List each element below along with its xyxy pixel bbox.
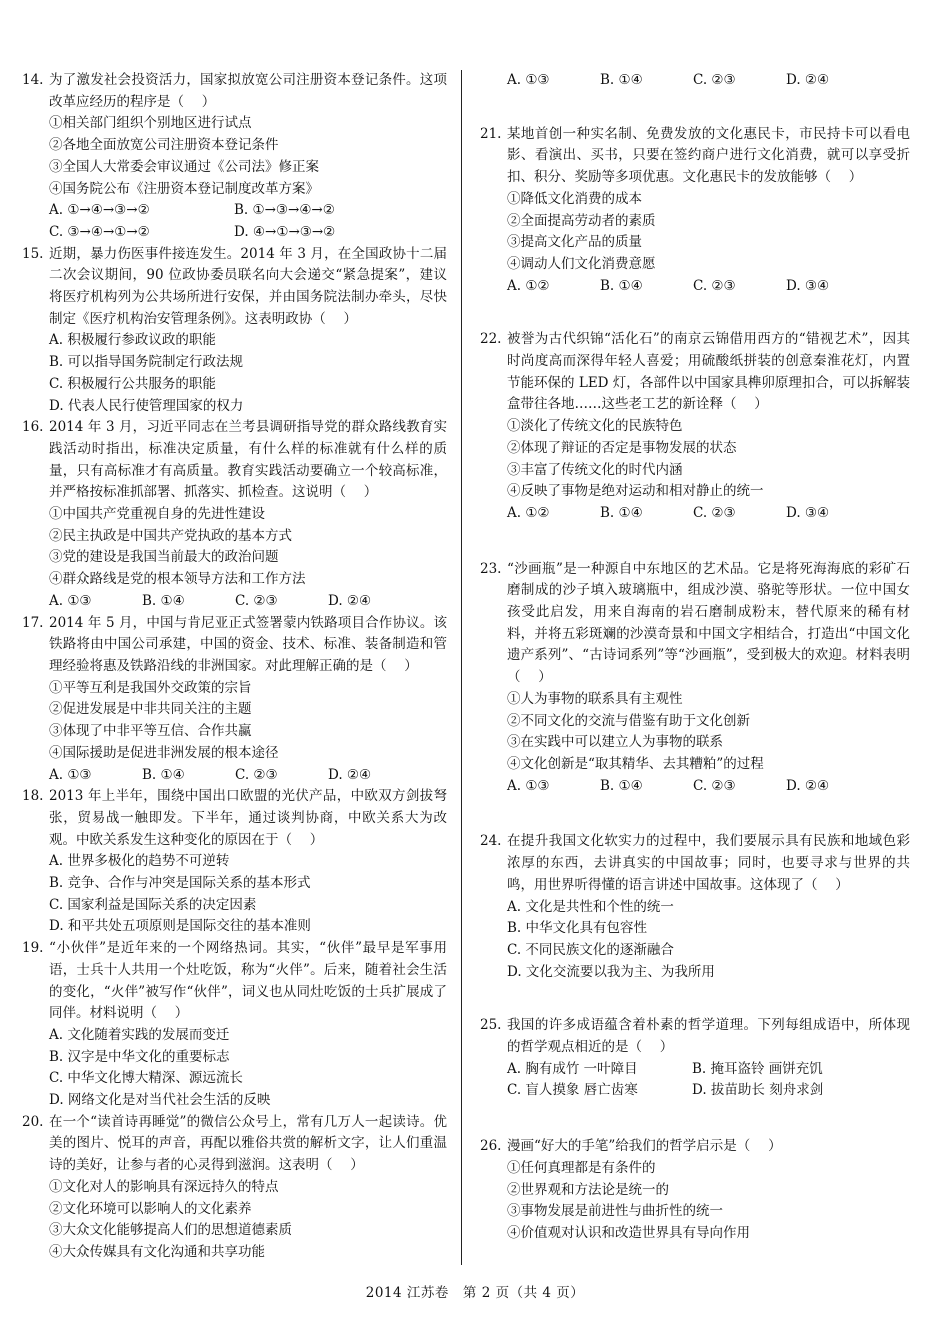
statement-4: ④群众路线是党的根本领导方法和工作方法 <box>49 571 306 588</box>
option-a: A. ①③ <box>507 72 550 88</box>
statement-3: ③在实践中可以建立人为事物的联系 <box>507 734 723 751</box>
statement-1: ①平等互利是我国外交政策的宗旨 <box>49 679 252 696</box>
option-c: C. ②③ <box>235 766 278 783</box>
question-number: 24. <box>480 833 502 850</box>
left-column <box>22 70 447 1264</box>
answer-options <box>49 200 447 243</box>
question-21 <box>480 124 910 298</box>
statement-4: ④反映了事物是绝对运动和相对静止的统一 <box>507 483 764 500</box>
statement-4: ④大众传媒具有文化沟通和共享功能 <box>49 1243 265 1260</box>
option-d: D. ④→①→③→② <box>234 223 336 240</box>
answer-options <box>507 503 910 525</box>
question-number: 16. <box>22 419 44 436</box>
statement-4: ④价值观对认识和改造世界具有导向作用 <box>507 1224 750 1241</box>
question-stem: 漫画“好大的手笔”给我们的哲学启示是（ ） <box>507 1138 782 1155</box>
option-a: A. 胸有成竹 一叶障目 <box>507 1060 638 1077</box>
option-c: C. 国家利益是国际关系的决定因素 <box>49 896 257 913</box>
column-divider <box>461 70 462 1265</box>
option-c: C. 不同民族文化的逐渐融合 <box>507 941 674 958</box>
statement-1: ①文化对人的影响具有深远持久的特点 <box>49 1178 279 1195</box>
question-stem: 被誉为古代织锦“活化石”的南京云锦借用西方的“错视艺术”，因其时尚度高而深得年轻人喜爱；用硫酸纸拼装的创意秦淮花灯，内置节能环保的 LED 灯，各部件以中国家具榫卯原理扣合，可以拆解装盒带往各地……这些老工艺的新诠释（ ） <box>507 331 910 413</box>
statement-1: ①降低文化消费的成本 <box>507 190 642 207</box>
answer-options <box>507 70 910 92</box>
question-number: 17. <box>22 614 44 631</box>
answer-options <box>49 765 447 787</box>
option-b: B. 汉字是中华文化的重要标志 <box>49 1048 230 1065</box>
option-a: A. ①③ <box>49 766 92 783</box>
option-c: C. ②③ <box>235 592 278 609</box>
option-d: D. ③④ <box>786 277 830 294</box>
option-a: A. ①② <box>507 277 550 294</box>
question-number: 15. <box>22 245 44 262</box>
question-stem: 某地首创一种实名制、免费发放的文化惠民卡，市民持卡可以看电影、看演出、买书，只要在签约商户进行文化消费，就可以享受折扣、积分、奖励等多项优惠。文化惠民卡的发放能够（ ） <box>507 125 910 186</box>
option-c: C. 盲人摸象 唇亡齿寒 <box>507 1082 638 1099</box>
option-c: C. 中华文化博大精深、源远流长 <box>49 1070 243 1087</box>
option-b: B. 可以指导国务院制定行政法规 <box>49 354 244 371</box>
statement-3: ③党的建设是我国当前最大的政治问题 <box>49 549 279 566</box>
option-d: D. 拔苗助长 刻舟求剑 <box>692 1082 824 1099</box>
question-number: 21. <box>480 125 502 142</box>
statement-1: ①人为事物的联系具有主观性 <box>507 690 683 707</box>
option-b: B. ①④ <box>600 777 643 794</box>
statement-2: ②全面提高劳动者的素质 <box>507 212 656 229</box>
option-a: A. 积极履行参政议政的职能 <box>49 332 216 349</box>
question-number: 26. <box>480 1138 502 1155</box>
option-d: D. 代表人民行使管理国家的权力 <box>49 397 244 414</box>
statement-1: ①任何真理都是有条件的 <box>507 1159 656 1176</box>
statement-4: ④国务院公布《注册资本登记制度改革方案》 <box>49 180 319 197</box>
option-c: C. ②③ <box>693 72 736 88</box>
statement-1: ①相关部门组织个别地区进行试点 <box>49 115 252 132</box>
question-14 <box>22 70 447 244</box>
question-stem: 2013 年上半年，围绕中国出口欧盟的光伏产品，中欧双方剑拔弩张，贸易战一触即发。下半年，通过谈判协商，中欧关系大为改观。中欧关系发生这种变化的原因在于（ ） <box>49 788 447 848</box>
question-number: 22. <box>480 331 502 348</box>
option-d: D. ②④ <box>328 592 372 609</box>
statement-4: ④国际援助是促进非洲发展的根本途径 <box>49 744 279 761</box>
statement-4: ④调动人们文化消费意愿 <box>507 255 656 272</box>
option-d: D. 和平共处五项原则是国际交往的基本准则 <box>49 918 311 935</box>
question-number: 14. <box>22 72 44 88</box>
option-d: D. ②④ <box>328 766 372 783</box>
question-16 <box>22 417 447 612</box>
option-a: A. 文化是共性和个性的统一 <box>507 898 674 915</box>
option-a: A. ①③ <box>49 592 92 609</box>
option-d: D. ②④ <box>786 777 830 794</box>
question-stem: 我国的许多成语蕴含着朴素的哲学道理。下列每组成语中，所体现的哲学观点相近的是（ ） <box>507 1017 910 1056</box>
question-stem: 2014 年 3 月，习近平同志在兰考县调研指导党的群众路线教育实践活动时指出，标准决定质量，有什么样的标准就有什么样的质量，只有高标准才有高质量。教育实践活动要确立一个较高标准，并严格按标准抓部署、抓落实、抓检查。这说明（ ） <box>49 419 447 501</box>
option-c: C. ②③ <box>693 504 736 521</box>
option-b: B. ①④ <box>600 277 643 294</box>
answer-options <box>507 776 910 798</box>
question-25 <box>480 1015 910 1102</box>
question-number: 20. <box>22 1113 44 1130</box>
statement-2: ②各地全面放宽公司注册资本登记条件 <box>49 137 279 154</box>
option-b: B. 掩耳盗铃 画饼充饥 <box>692 1060 823 1077</box>
question-number: 18. <box>22 788 44 805</box>
option-a: A. 文化随着实践的发展而变迁 <box>49 1026 230 1043</box>
statement-4: ④文化创新是“取其精华、去其糟粕”的过程 <box>507 755 764 772</box>
option-b: B. ①④ <box>142 592 185 609</box>
question-stem: “沙画瓶”是一种源自中东地区的艺术品。它是将死海海底的彩矿石磨制成的沙子填入玻璃瓶中，组成沙漠、骆驼等形状。一位中国女孩受此启发，用来自海南的岩石磨制成粉末，替代原来的稀有材料，并将五彩斑斓的沙漠奇景和中国文字相结合，打造出“中国文化遗产系列”、“古诗词系列”等“沙画瓶”，受到极大的欢迎。材料表明（ ） <box>507 560 910 686</box>
option-c: C. ②③ <box>693 277 736 294</box>
statement-3: ③丰富了传统文化的时代内涵 <box>507 461 683 478</box>
statement-3: ③事物发展是前进性与曲折性的统一 <box>507 1203 723 1220</box>
statement-2: ②世界观和方法论是统一的 <box>507 1181 669 1198</box>
statement-2: ②不同文化的交流与借鉴有助于文化创新 <box>507 712 750 729</box>
statement-1: ①淡化了传统文化的民族特色 <box>507 418 683 435</box>
option-c: C. ②③ <box>693 777 736 794</box>
question-18 <box>22 786 447 938</box>
option-d: D. ②④ <box>786 72 830 88</box>
option-b: B. ①→③→④→② <box>234 202 335 219</box>
question-23 <box>480 559 910 798</box>
question-24 <box>480 831 910 983</box>
question-number: 25. <box>480 1017 502 1034</box>
question-stem: 在一个“读首诗再睡觉”的微信公众号上，常有几万人一起读诗。优美的图片、悦耳的声音，再配以雅俗共赏的解析文字，让人们重温诗的美好，让参与者的心灵得到滋润。这表明（ ） <box>49 1113 447 1174</box>
answer-options <box>49 591 447 613</box>
statement-3: ③大众文化能够提高人们的思想道德素质 <box>49 1222 292 1239</box>
question-19 <box>22 938 447 1112</box>
answer-options <box>507 1059 910 1102</box>
statement-3: ③全国人大常委会审议通过《公司法》修正案 <box>49 158 319 175</box>
question-20-options <box>480 70 910 92</box>
question-stem: 为了激发社会投资活力，国家拟放宽公司注册资本登记条件。这项改革应经历的程序是（ ） <box>49 72 447 110</box>
option-d: D. ③④ <box>786 504 830 521</box>
option-a: A. ①② <box>507 504 550 521</box>
question-22 <box>480 329 910 524</box>
question-stem: “小伙伴”是近年来的一个网络热词。其实，“伙伴”最早是军事用语，士兵十人共用一个灶吃饭，称为“火伴”。后来，随着社会生活的变化，“火伴”被写作“伙伴”，词义也从同灶吃饭的士兵扩展成了同伴。材料说明（ ） <box>49 940 447 1022</box>
statement-2: ②民主执政是中国共产党执政的基本方式 <box>49 527 292 544</box>
question-17 <box>22 613 447 787</box>
question-20 <box>22 1112 447 1264</box>
question-stem: 在提升我国文化软实力的过程中，我们要展示具有民族和地域色彩浓厚的东西，去讲真实的中国故事；同时，也要寻求与世界的共鸣，用世界听得懂的语言讲述中国故事。这体现了（ ） <box>507 833 910 893</box>
option-b: B. ①④ <box>142 766 185 783</box>
question-number: 23. <box>480 560 502 577</box>
option-b: B. 竞争、合作与冲突是国际关系的基本形式 <box>49 875 311 892</box>
statement-3: ③体现了中非平等互信、合作共赢 <box>49 723 252 740</box>
question-stem: 2014 年 5 月，中国与肯尼亚正式签署蒙内铁路项目合作协议。该铁路将由中国公司承建，中国的资金、技术、标准、装备制造和管理经验将惠及铁路沿线的非洲国家。对此理解正确的是（ ） <box>49 614 447 674</box>
statement-3: ③提高文化产品的质量 <box>507 234 642 251</box>
option-d: D. 文化交流要以我为主、为我所用 <box>507 963 715 980</box>
question-15 <box>22 244 447 418</box>
option-b: B. ①④ <box>600 72 643 88</box>
question-stem: 近期，暴力伤医事件接连发生。2014 年 3 月，在全国政协十二届二次会议期间，90 位政协委员联名向大会递交“紧急提案”，建议将医疗机构列为公共场所进行安保，并由国务院法制办牵头，尽快制定《医疗机构治安管理条例》。这表明政协（ ） <box>49 245 447 327</box>
answer-options <box>507 276 910 298</box>
option-b: B. ①④ <box>600 504 643 521</box>
statement-2: ②体现了辩证的否定是事物发展的状态 <box>507 439 737 456</box>
option-d: D. 网络文化是对当代社会生活的反映 <box>49 1092 271 1109</box>
option-a: A. ①→④→③→② <box>49 202 150 219</box>
statement-1: ①中国共产党重视自身的先进性建设 <box>49 506 265 523</box>
page-footer: 2014 江苏卷 第 2 页（共 4 页） <box>365 1285 585 1301</box>
right-column <box>480 70 910 1245</box>
question-number: 19. <box>22 940 44 957</box>
statement-2: ②文化环境可以影响人的文化素养 <box>49 1200 252 1217</box>
option-b: B. 中华文化具有包容性 <box>507 920 648 937</box>
option-a: A. 世界多极化的趋势不可逆转 <box>49 853 230 870</box>
question-26 <box>480 1136 910 1245</box>
statement-2: ②促进发展是中非共同关注的主题 <box>49 701 252 718</box>
option-c: C. 积极履行公共服务的职能 <box>49 375 216 392</box>
option-c: C. ③→④→①→② <box>49 223 150 240</box>
option-a: A. ①③ <box>507 777 550 794</box>
